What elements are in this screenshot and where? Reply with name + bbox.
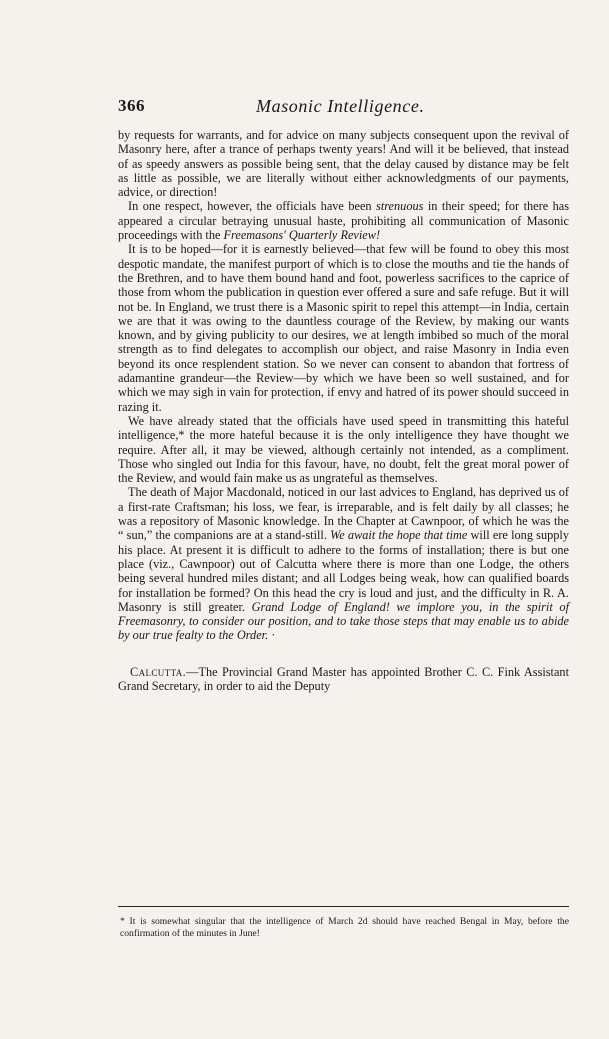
text-segment: Freemasons' Quarterly Review! — [223, 228, 381, 243]
text-segment: Calcutta. — [130, 664, 187, 679]
paragraph-major-macdonald — [118, 485, 569, 642]
text-segment: The death of Major Macdonald, noticed in our last advices to England, has deprived us of a first-rate Craftsman; his loss, we fear, is irreparable, and is felt daily by all classes; he was a repository of Masonic knowledge. In the Chapter at Cawnpoor, of which he was the “ sun,” the companions are at a stand-still. — [118, 485, 569, 543]
text-segment: strenuous — [376, 199, 424, 214]
paragraph-hateful-intelligence — [118, 414, 569, 485]
text-segment: in their speed; for there has appeared a circular betraying unusual haste, prohibiting all communication of Masonic proceedings with the — [118, 199, 570, 243]
paragraph-continuation — [118, 128, 569, 199]
text-segment: In one respect, however, the officials have been — [128, 199, 377, 214]
text-segment: We await the hope that time — [330, 528, 468, 543]
paragraph-officials-speed — [118, 199, 569, 242]
text-segment: will ere long supply his place. At present it is difficult to adhere to the forms of installation; there is but one place (viz., Cawnpoor) out of Calcutta where there is more than one Lodge, the others being several hundred miles distant; and all Lodges being weak, how can qualified boards for installation be formed? On this head the cry is loud and just, and the difficulty in R. A. Masonry is still greater. — [118, 528, 569, 614]
body-text — [118, 128, 569, 693]
text-segment: Grand Lodge of England! we implore you, in the spirit of Freemasonry, to consider our position, and to take those steps that may enable us to abide by our true fealty to the Order. — [118, 599, 569, 643]
footnote: * It is somewhat singular that the intelligence of March 2d should have reached Bengal in May, before the confirmation of the minutes in June! — [120, 916, 569, 939]
text-segment: by requests for warrants, and for advice on many subjects consequent upon the revival of Masonry here, after a trance of perhaps twenty years! And will it be believed, that instead of as speedy answers as possible being sent, that the delay caused by distance may be felt as little as possible, we are literally without either acknowledgments of our payments, advice, or direction! — [118, 128, 569, 200]
text-segment: We have already stated that the officials have used speed in transmitting this hateful intelligence,* the more hateful because it is the only intelligence they have thought we require. After all, it may be viewed, although certainly not intended, as a compliment. Those who singled out India for this favour, have, no doubt, felt the great moral power of the Review, and would fain make us as ungrateful as themselves. — [118, 413, 569, 486]
paragraph-calcutta — [118, 665, 569, 694]
footnote-rule — [118, 906, 569, 907]
text-segment: It is to be hoped—for it is earnestly believed—that few will be found to obey this most despotic mandate, the manifest purport of which is to close the mouths and tie the hands of the Brethren, and to have them bound hand and foot, powerless sacrifices to the caprice of those from whom the publication in question ever offered a sure and safe refuge. But it will not be. In England, we trust there is a Masonic spirit to repel this attempt—in India, certain we are that it was owing to the dauntless courage of the Review, by making our wants known, and by giving publicity to our desires, we at length imbibed so much of the moral strength as to find delegates to accomplish our object, and raise Masonry in India even beyond its once resplendent station. So we never can consent to abandon that fortress of adamantine grandeur—the Review—by which we have been so well sustained, and for which we may sigh in vain for protection, if envy and hatred of its power should succeed in razing it. — [118, 242, 569, 414]
running-title: Masonic Intelligence. — [256, 96, 425, 116]
text-segment: —The Provincial Grand Master has appointed Brother C. C. Fink Assistant Grand Secretary, in order to aid the Deputy — [118, 664, 569, 693]
paragraph-despotic-mandate — [118, 242, 569, 414]
text-segment: · — [268, 628, 276, 643]
page-number: 366 — [118, 96, 145, 115]
page-header — [118, 96, 569, 118]
